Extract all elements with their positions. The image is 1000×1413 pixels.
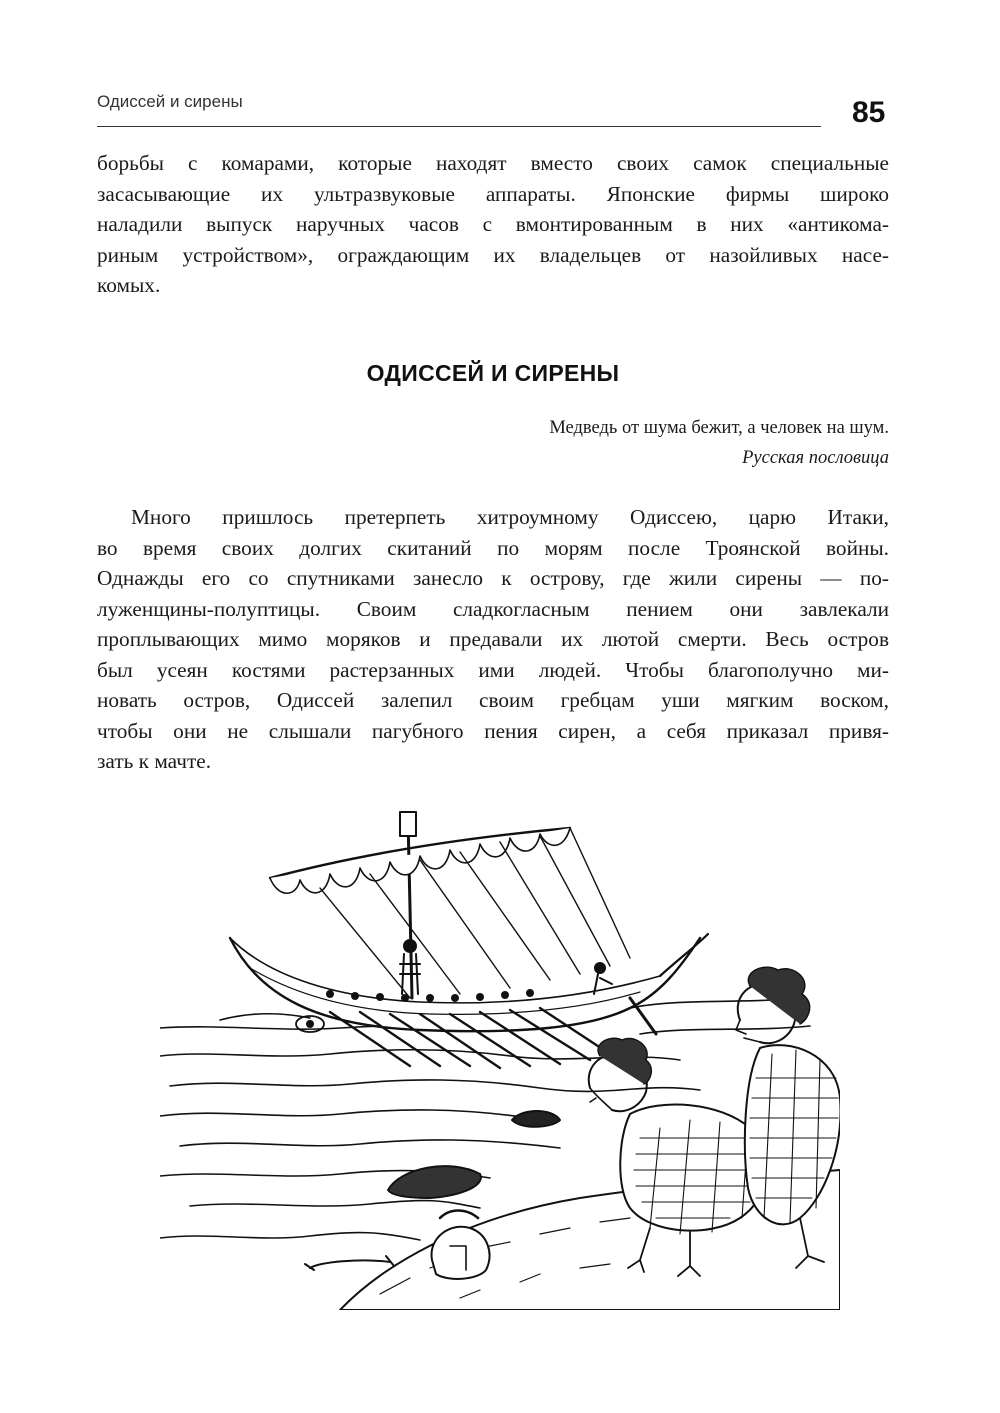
text-line: проплывающих мимо моряков и предавали их лютой смерти. Весь остров [97, 627, 889, 651]
section-heading: ОДИССЕЙ И СИРЕНЫ [366, 360, 620, 386]
text-line: во время своих долгих скитаний по морям после Троянской войны. [97, 535, 889, 560]
text-line: засасывающие их ультразвуковые аппараты. Японские фирмы широко [97, 181, 889, 206]
text-line: Много пришлось претерпеть хитроумному Одиссею, царю Итаки, [131, 505, 889, 529]
page-number: 85 [852, 96, 886, 129]
mast-top [400, 812, 416, 836]
steering-oar [630, 998, 656, 1034]
epigraph-text: Медведь от шума бежит, а человек на шум. [549, 418, 889, 438]
paragraph-main [97, 502, 889, 777]
text-line: новать остров, Одиссей залепил своим гребцам уши мягким воском, [97, 688, 889, 712]
text-line: комых. [97, 273, 161, 297]
bone [305, 1256, 394, 1270]
helmet [432, 1211, 490, 1279]
text-line: зать к мачте. [97, 749, 212, 773]
text-line: наладили выпуск наручных часов с вмонтированным в них «антикома- [97, 212, 889, 236]
epigraph [420, 413, 889, 473]
text-line: был усеян костями растерзанных ими людей. Чтобы благополучно ми- [97, 657, 889, 682]
odysseus-sirens-illustration [160, 798, 840, 1310]
text-line: борьбы с комарами, которые находят вместо своих самок специальные [97, 151, 889, 175]
text-line: Однажды его со спутниками занесло к острову, где жили сирены — по- [97, 566, 889, 590]
epigraph-source: Русская пословица [742, 448, 889, 468]
paragraph-continuation [97, 148, 889, 301]
text-line: луженщины-полуптицы. Своим сладкогласным пением они завлекали [97, 596, 889, 621]
text-line: чтобы они не слышали пагубного пения сирен, а себя приказал привя- [97, 718, 889, 743]
running-header-title: Одиссей и сирены [97, 92, 243, 111]
text-line: риным устройством», ограждающим их владельцев от назойливых насе- [97, 242, 889, 267]
header-divider [97, 126, 821, 127]
floating-object [512, 1111, 560, 1127]
